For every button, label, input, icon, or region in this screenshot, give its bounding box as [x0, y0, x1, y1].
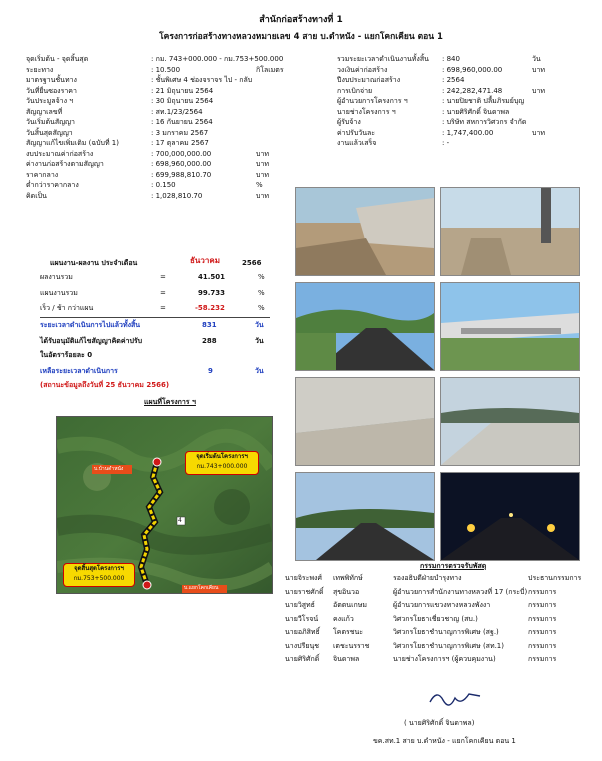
info-value: : นายศิริศักดิ์ จินดาพล — [442, 107, 510, 116]
progress-row-label: เร็ว / ช้า กว่าแผน — [40, 304, 94, 312]
info-value: : 698,960,000.00 — [442, 65, 503, 74]
start-point-label: จุดเริ่มต้นโครงการฯ — [196, 453, 248, 460]
signature-image — [425, 684, 485, 714]
progress-row-value: 99.733 — [198, 289, 226, 297]
info-unit: บาท — [256, 191, 269, 200]
progress-row-label: ผลงานรวม — [40, 273, 73, 281]
info-label: ค่างานก่อสร้างตามสัญญา — [26, 160, 104, 168]
progress-month: ธันวาคม — [190, 256, 220, 265]
office-title: สำนักก่อสร้างทางที่ 1 — [259, 15, 343, 25]
info-unit: บาท — [532, 128, 545, 137]
fine-value: 288 — [202, 337, 217, 345]
committee-role: กรรมการ — [528, 614, 557, 623]
committee-position: นายช่างโครงการฯ (ผู้ควบคุมงาน) — [393, 655, 496, 663]
committee-position: ผู้อำนวยการสำนักงานทางหลวงที่ 17 (กระบี่) — [393, 587, 528, 596]
info-label: วงเงินค่าก่อสร้าง — [337, 65, 388, 74]
place-label-bottom: บ.แยกโคกเคียน — [184, 585, 219, 591]
committee-last: สุขอินวอ — [333, 587, 360, 596]
info-label: ผู้อำนวยการโครงการ ฯ — [337, 97, 408, 105]
elapsed-label: ระยะเวลาดำเนินการไปแล้วทั้งสิ้น — [40, 321, 141, 329]
committee-role: กรรมการ — [528, 628, 557, 636]
remain-label: เหลือระยะเวลาดำเนินการ — [40, 367, 118, 375]
remain-value: 9 — [208, 367, 213, 375]
info-label: วันที่ยื่นซองราคา — [26, 86, 77, 95]
committee-position: รองอธิบดีฝ่ายบำรุงทาง — [393, 574, 462, 582]
elapsed-unit: วัน — [255, 321, 264, 329]
site-photo-2 — [440, 187, 580, 276]
info-value: : 242,282,471.48 — [442, 86, 503, 95]
info-label: คิดเป็น — [26, 191, 47, 200]
committee-last: เทพพิทักษ์ — [333, 574, 363, 582]
progress-row-unit: % — [258, 304, 265, 312]
info-value: : สท.1/23/2564 — [151, 107, 203, 116]
committee-role: ประธานกรรมการ — [528, 574, 582, 582]
committee-last: เตชะนรราช — [333, 641, 370, 650]
progress-section — [40, 258, 275, 398]
committee-first: นายวีโรจน์ — [285, 614, 319, 623]
signer-name: ( นายศิริศักดิ์ จินดาพล) — [404, 719, 475, 727]
info-unit: วัน — [532, 55, 541, 63]
fine-unit: วัน — [255, 337, 264, 345]
info-unit: บาท — [256, 170, 269, 179]
progress-year: 2566 — [242, 259, 262, 267]
info-label: งานแล้วเสร็จ — [337, 139, 377, 147]
progress-row-label: แผนงานรวม — [40, 289, 78, 297]
progress-row-eq: = — [160, 304, 166, 312]
info-label: ค่าปรับวันละ — [337, 128, 376, 137]
site-photo-3 — [295, 282, 435, 371]
info-value: : 10.500 — [151, 65, 181, 74]
committee-last: จินดาพล — [333, 655, 360, 663]
progress-row-unit: % — [258, 273, 265, 281]
end-point-km: กม.753+500.000 — [73, 575, 125, 582]
site-photo-8 — [440, 472, 580, 561]
info-label: นายช่างโครงการ ฯ — [337, 107, 396, 116]
info-unit: % — [256, 181, 263, 189]
info-label: จุดเริ่มต้น - จุดสิ้นสุด — [26, 55, 89, 63]
committee-last: คงแก้ว — [333, 614, 354, 623]
committee-last: โคตรชนะ — [333, 628, 364, 636]
site-photo-5 — [295, 377, 435, 466]
info-value: : 698,960,000.00 — [151, 160, 212, 168]
info-value: : 0.150 — [151, 181, 176, 189]
info-label: งบประมาณค่าก่อสร้าง — [26, 149, 94, 158]
committee-first: นางปรียนุช — [285, 641, 319, 650]
progress-row-eq: = — [160, 289, 166, 297]
committee-position: ผู้อำนวยการแขวงทางหลวงพังงา — [393, 601, 491, 609]
committee-position: วิศวกรโยธาเชี่ยวชาญ (สบ.) — [393, 614, 478, 623]
committee-role: กรรมการ — [528, 655, 557, 663]
committee-role: กรรมการ — [528, 601, 557, 609]
info-label: ปีงบประมาณก่อสร้าง — [337, 76, 401, 84]
committee-position: วิศวกรโยธาชำนาญการพิเศษ (สท.1) — [393, 641, 504, 650]
site-photo-4 — [440, 282, 580, 371]
end-point-callout — [63, 563, 135, 587]
committee-role: กรรมการ — [528, 587, 557, 596]
route-number: 4 — [178, 517, 182, 524]
info-value: : 840 — [442, 55, 460, 63]
project-map — [56, 416, 273, 594]
info-value: : ชั้นพิเศษ 4 ช่องจราจร ไป - กลับ — [151, 76, 253, 84]
map-heading: แผนที่โครงการ ฯ — [144, 398, 196, 406]
info-unit: บาท — [532, 65, 545, 74]
fine-label: ได้รับอนุมัติแก้ไขสัญญาคิดค่าปรับ — [40, 337, 143, 345]
site-photo-6 — [440, 377, 580, 466]
committee-first: นายศิริศักดิ์ — [285, 655, 320, 663]
status-note: (สถานะข้อมูลถึงวันที่ 25 ธันวาคม 2566) — [40, 381, 170, 389]
progress-row-value: -58.232 — [195, 304, 225, 312]
committee-last: อัตตนเกษม — [333, 601, 367, 609]
site-photo-7 — [295, 472, 435, 561]
info-label: สัญญาแก้ไขเพิ่มเติม (ฉบับที่ 1) — [26, 139, 119, 147]
ratio-label: ในอัตราร้อยละ 0 — [40, 351, 93, 359]
committee-heading: กรรมการตรวจรับพัสดุ — [420, 562, 487, 570]
info-label: ระยะทาง — [26, 65, 54, 74]
progress-row-value: 41.501 — [198, 273, 226, 281]
elapsed-value: 831 — [202, 321, 217, 329]
info-value: : 2564 — [442, 76, 465, 84]
info-value: : 700,000,000.00 — [151, 149, 212, 158]
signer-office: ขค.สท.1 สาย บ.ดำหนัง - แยกโคกเคียน ตอน 1 — [373, 737, 516, 745]
remain-unit: วัน — [255, 367, 264, 375]
progress-row-unit: % — [258, 289, 265, 297]
info-value: : 3 มกราคม 2567 — [151, 128, 209, 137]
info-unit: กิโลเมตร — [256, 65, 284, 74]
site-photo-1 — [295, 187, 435, 276]
info-value: : 17 ตุลาคม 2567 — [151, 139, 209, 147]
committee-role: กรรมการ — [528, 641, 557, 650]
info-value: : - — [442, 139, 450, 147]
info-unit: บาท — [532, 86, 545, 95]
end-point-label: จุดสิ้นสุดโครงการฯ — [74, 565, 124, 572]
info-label: ผู้รับจ้าง — [337, 118, 361, 126]
committee-first: นายราชศักดิ์ — [285, 587, 324, 596]
info-label: รวมระยะเวลาดำเนินงานทั้งสิ้น — [337, 55, 429, 63]
place-label-top: บ.บ้านดำหนัง — [94, 466, 124, 472]
info-label: มาตรฐานชั้นทาง — [26, 76, 77, 84]
start-point-callout — [185, 451, 259, 475]
committee-first: นายวิสูทธ์ — [285, 601, 315, 609]
progress-row-eq: = — [160, 273, 166, 281]
info-label: วันเริ่มต้นสัญญา — [26, 118, 75, 126]
info-value: : บริษัท สหการวิศวกร จำกัด — [442, 118, 527, 126]
info-label: ราคากลาง — [26, 170, 59, 179]
info-unit: บาท — [256, 160, 269, 168]
info-label: วันสิ้นสุดสัญญา — [26, 128, 73, 137]
info-value: : 30 มิถุนายน 2564 — [151, 97, 214, 105]
info-value: : 16 กันยายน 2564 — [151, 118, 213, 126]
info-value: : 1,028,810.70 — [151, 191, 203, 200]
info-label: วันประมูลจ้าง ฯ — [26, 97, 74, 105]
info-value: : นายปิยชาติ ปลื้มภิรมย์บุญ — [442, 97, 525, 105]
info-unit: บาท — [256, 149, 269, 158]
info-value: : 1,747,400.00 — [442, 128, 494, 137]
committee-first: นายอภิสิทธิ์ — [285, 628, 320, 636]
project-title: โครงการก่อสร้างทางหลวงหมายเลข 4 สาย บ.ดำหนัง - แยกโคกเคียน ตอน 1 — [159, 32, 443, 42]
info-label: การเบิกจ่าย — [337, 86, 373, 95]
info-label: ต่ำกว่าราคากลาง — [26, 181, 79, 189]
start-point-km: กม.743+000.000 — [196, 463, 248, 470]
progress-heading: แผนงาน-ผลงาน ประจำเดือน — [50, 259, 138, 267]
info-value: : 699,988,810.70 — [151, 170, 212, 179]
info-value: : กม. 743+000.000 - กม.753+500.000 — [151, 55, 284, 63]
info-value: : 21 มิถุนายน 2564 — [151, 86, 214, 95]
committee-position: วิศวกรโยธาชำนาญการพิเศษ (สฐ.) — [393, 628, 499, 636]
committee-first: นายจิระพงศ์ — [285, 574, 322, 582]
info-label: สัญญาเลขที่ — [26, 107, 63, 116]
